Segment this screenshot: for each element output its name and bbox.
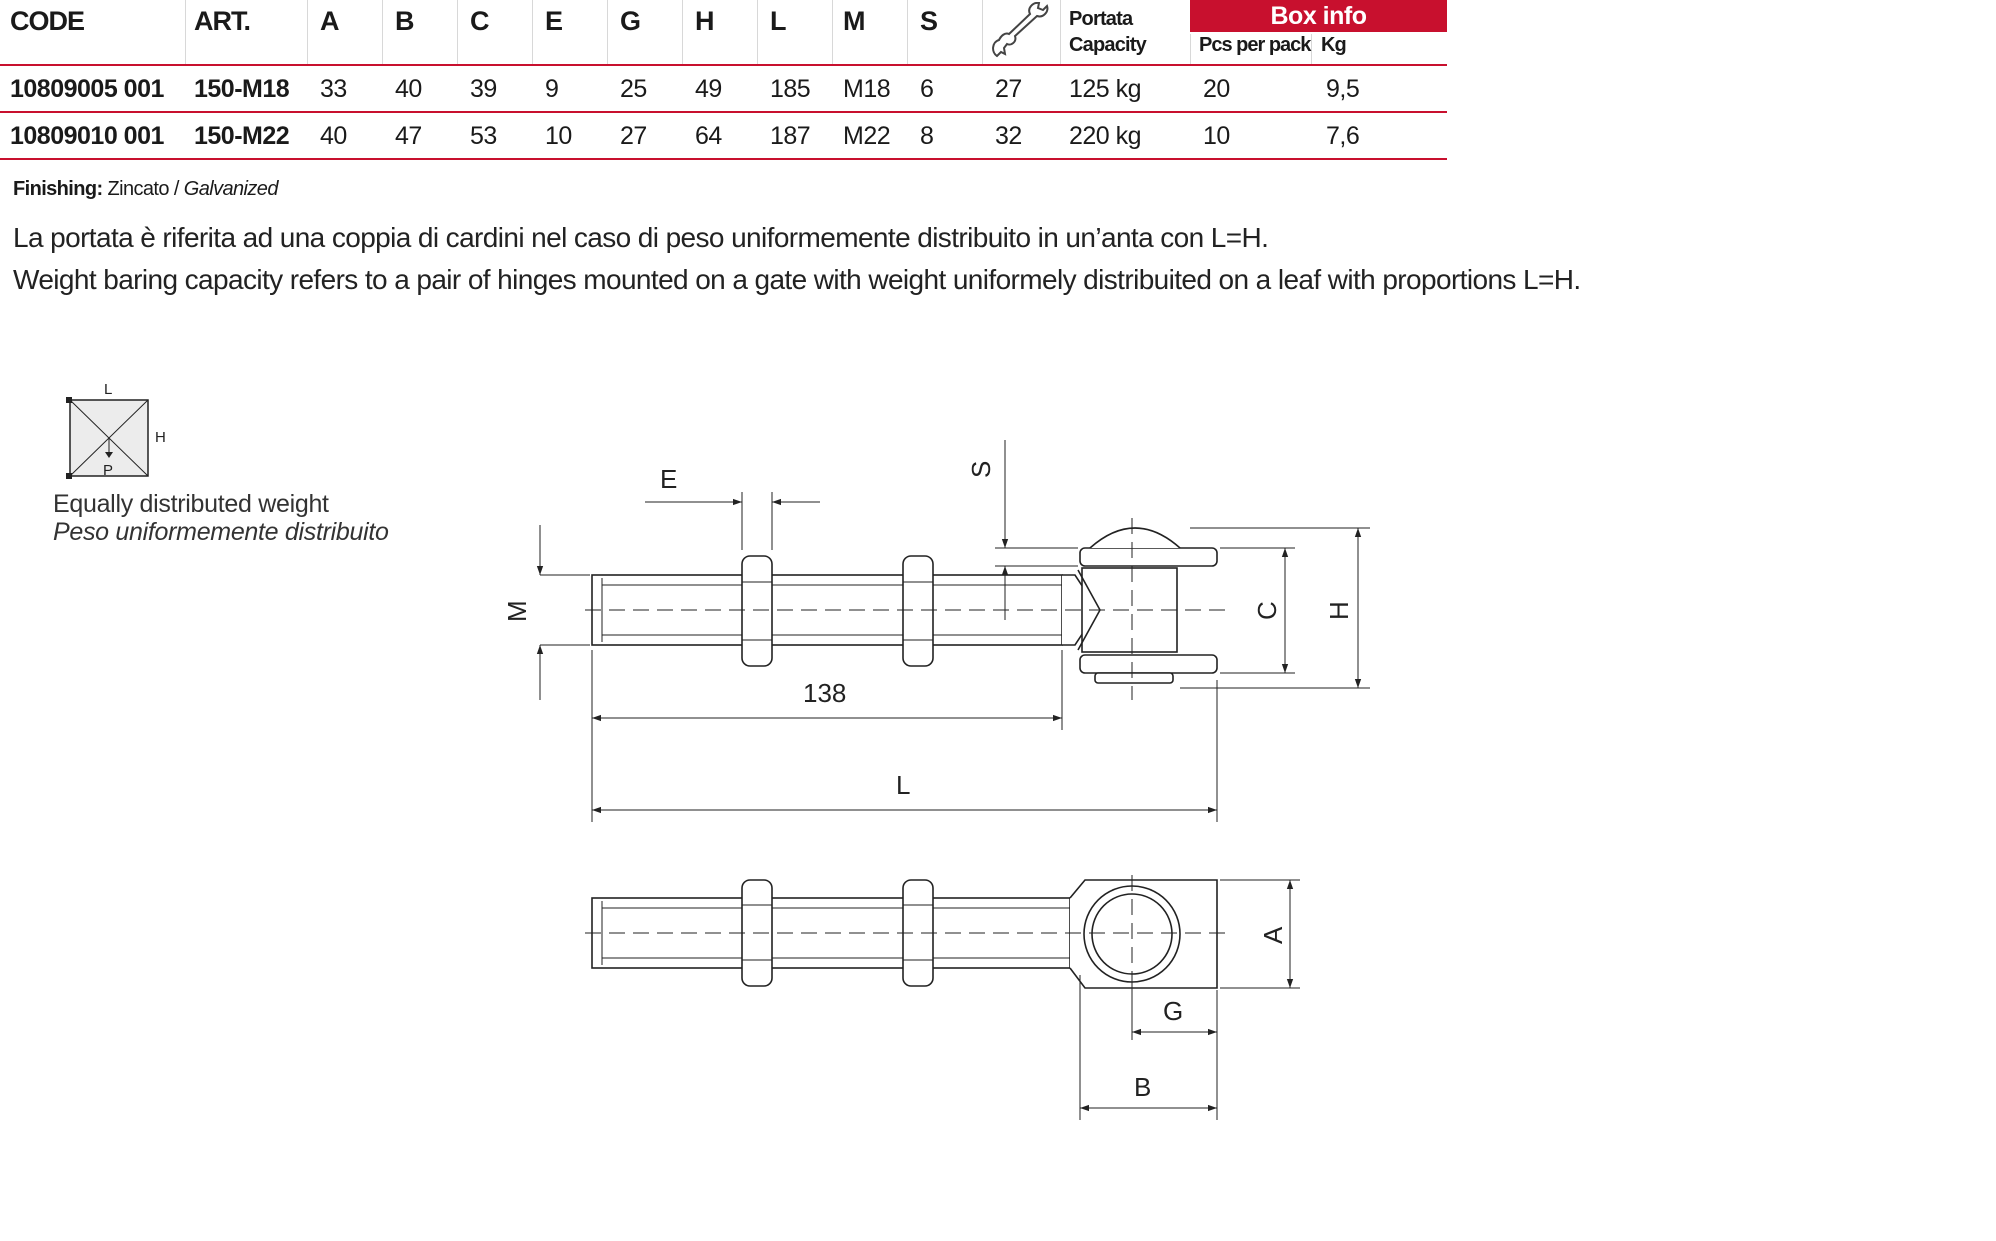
dim-a-label: A [1258, 926, 1288, 944]
hinge-eye [1082, 568, 1177, 652]
dim-h-label: H [1324, 601, 1354, 620]
cell-kg: 9,5 [1326, 75, 1360, 103]
header-code: CODE [0, 0, 186, 64]
finishing-note [13, 178, 278, 201]
table-header [0, 0, 1447, 66]
header-b: B [383, 0, 458, 64]
finishing-it: Zincato [107, 178, 169, 200]
header-art: ART. [186, 0, 308, 64]
dim-g-label: G [1163, 996, 1184, 1026]
eye-inner-circle [1092, 894, 1172, 974]
legend-it: Peso uniformemente distribuito [53, 518, 389, 546]
capacity-note-en: Weight baring capacity refers to a pair of hinges mounted on a gate with weight uniformely distribuited on a leaf with proportions L=H. [13, 264, 1581, 295]
cell-b: 47 [395, 122, 422, 150]
cell-kg: 7,6 [1326, 122, 1360, 150]
cell-e: 10 [545, 122, 572, 150]
pin-head [1090, 528, 1180, 548]
cell-art: 150-M22 [194, 122, 290, 150]
hex-nut [742, 556, 772, 666]
header-pcs-per-pack: Pcs per pack [1199, 34, 1311, 56]
header-kg: Kg [1321, 34, 1346, 56]
eye-body [1070, 880, 1217, 988]
header-l: L [758, 0, 833, 64]
header-c: C [458, 0, 533, 64]
cell-l: 187 [770, 122, 811, 150]
wrench-icon [987, 2, 1057, 62]
header-portata-text: Portata [1069, 8, 1133, 30]
hex-nut [742, 880, 772, 986]
header-a: A [308, 0, 383, 64]
cell-e: 9 [545, 75, 559, 103]
header-capacity [1061, 0, 1190, 64]
cell-h: 64 [695, 122, 722, 150]
cell-capacity: 125 kg [1069, 75, 1142, 103]
dim-138-label: 138 [803, 678, 847, 708]
header-s: S [908, 0, 983, 64]
legend-p-label: P [103, 462, 114, 479]
cell-code: 10809010 001 [10, 122, 164, 150]
threaded-rod [592, 898, 1070, 968]
top-view [585, 518, 1225, 700]
pin-tail [1095, 673, 1173, 683]
threaded-rod [592, 575, 1062, 645]
box-info-heading: Box info [1190, 0, 1447, 32]
finishing-sep: / [168, 178, 184, 200]
cell-m: M22 [843, 122, 891, 150]
cell-a: 40 [320, 122, 347, 150]
cell-c: 39 [470, 75, 497, 103]
dim-s-label: S [966, 460, 996, 478]
legend-h-label: H [155, 429, 166, 446]
cell-m: M18 [843, 75, 891, 103]
front-view [585, 875, 1225, 995]
dim-b-label: B [1134, 1072, 1152, 1102]
cell-c: 53 [470, 122, 497, 150]
cell-pcs: 20 [1203, 75, 1230, 103]
finishing-en: Galvanized [183, 178, 278, 200]
cell-capacity: 220 kg [1069, 122, 1142, 150]
table-row [0, 113, 1447, 160]
lower-washer [1080, 655, 1217, 673]
legend-corner [66, 397, 72, 403]
upper-washer [1080, 548, 1217, 566]
cell-a: 33 [320, 75, 347, 103]
hex-nut [903, 556, 933, 666]
cell-art: 150-M18 [194, 75, 290, 103]
header-capacity-text: Capacity [1069, 34, 1146, 56]
cell-wrench: 27 [995, 75, 1022, 103]
load-legend-diagram [60, 380, 200, 480]
cell-g: 27 [620, 122, 647, 150]
legend-l-label: L [104, 381, 113, 398]
cell-h: 49 [695, 75, 722, 103]
cell-l: 185 [770, 75, 811, 103]
legend-en: Equally distributed weight [53, 490, 329, 518]
dim-e-label: E [660, 464, 678, 494]
cell-s: 8 [920, 122, 934, 150]
capacity-note-it: La portata è riferita ad una coppia di cardini nel caso di peso uniformemente distribuito in un’anta con L=H. [13, 222, 1269, 253]
dimension-lines [540, 440, 1370, 822]
spec-table [0, 0, 1447, 160]
header-h: H [683, 0, 758, 64]
table-row [0, 66, 1447, 113]
header-m: M [833, 0, 908, 64]
legend-corner [66, 473, 72, 479]
dim-c-label: C [1252, 601, 1282, 620]
hex-nut [903, 880, 933, 986]
header-wrench [983, 0, 1061, 64]
eye-chamfer [1078, 570, 1100, 650]
dim-l-label: L [896, 770, 911, 800]
cell-s: 6 [920, 75, 934, 103]
cell-code: 10809005 001 [10, 75, 164, 103]
cell-b: 40 [395, 75, 422, 103]
dim-m-label: M [502, 600, 532, 622]
dimension-lines [1080, 880, 1300, 1120]
cell-pcs: 10 [1203, 122, 1230, 150]
cell-wrench: 32 [995, 122, 1022, 150]
pin-neck [1062, 575, 1098, 645]
cell-g: 25 [620, 75, 647, 103]
header-g: G [608, 0, 683, 64]
finishing-label: Finishing: [13, 178, 103, 200]
eye-outer-circle [1084, 886, 1180, 982]
header-e: E [533, 0, 608, 64]
